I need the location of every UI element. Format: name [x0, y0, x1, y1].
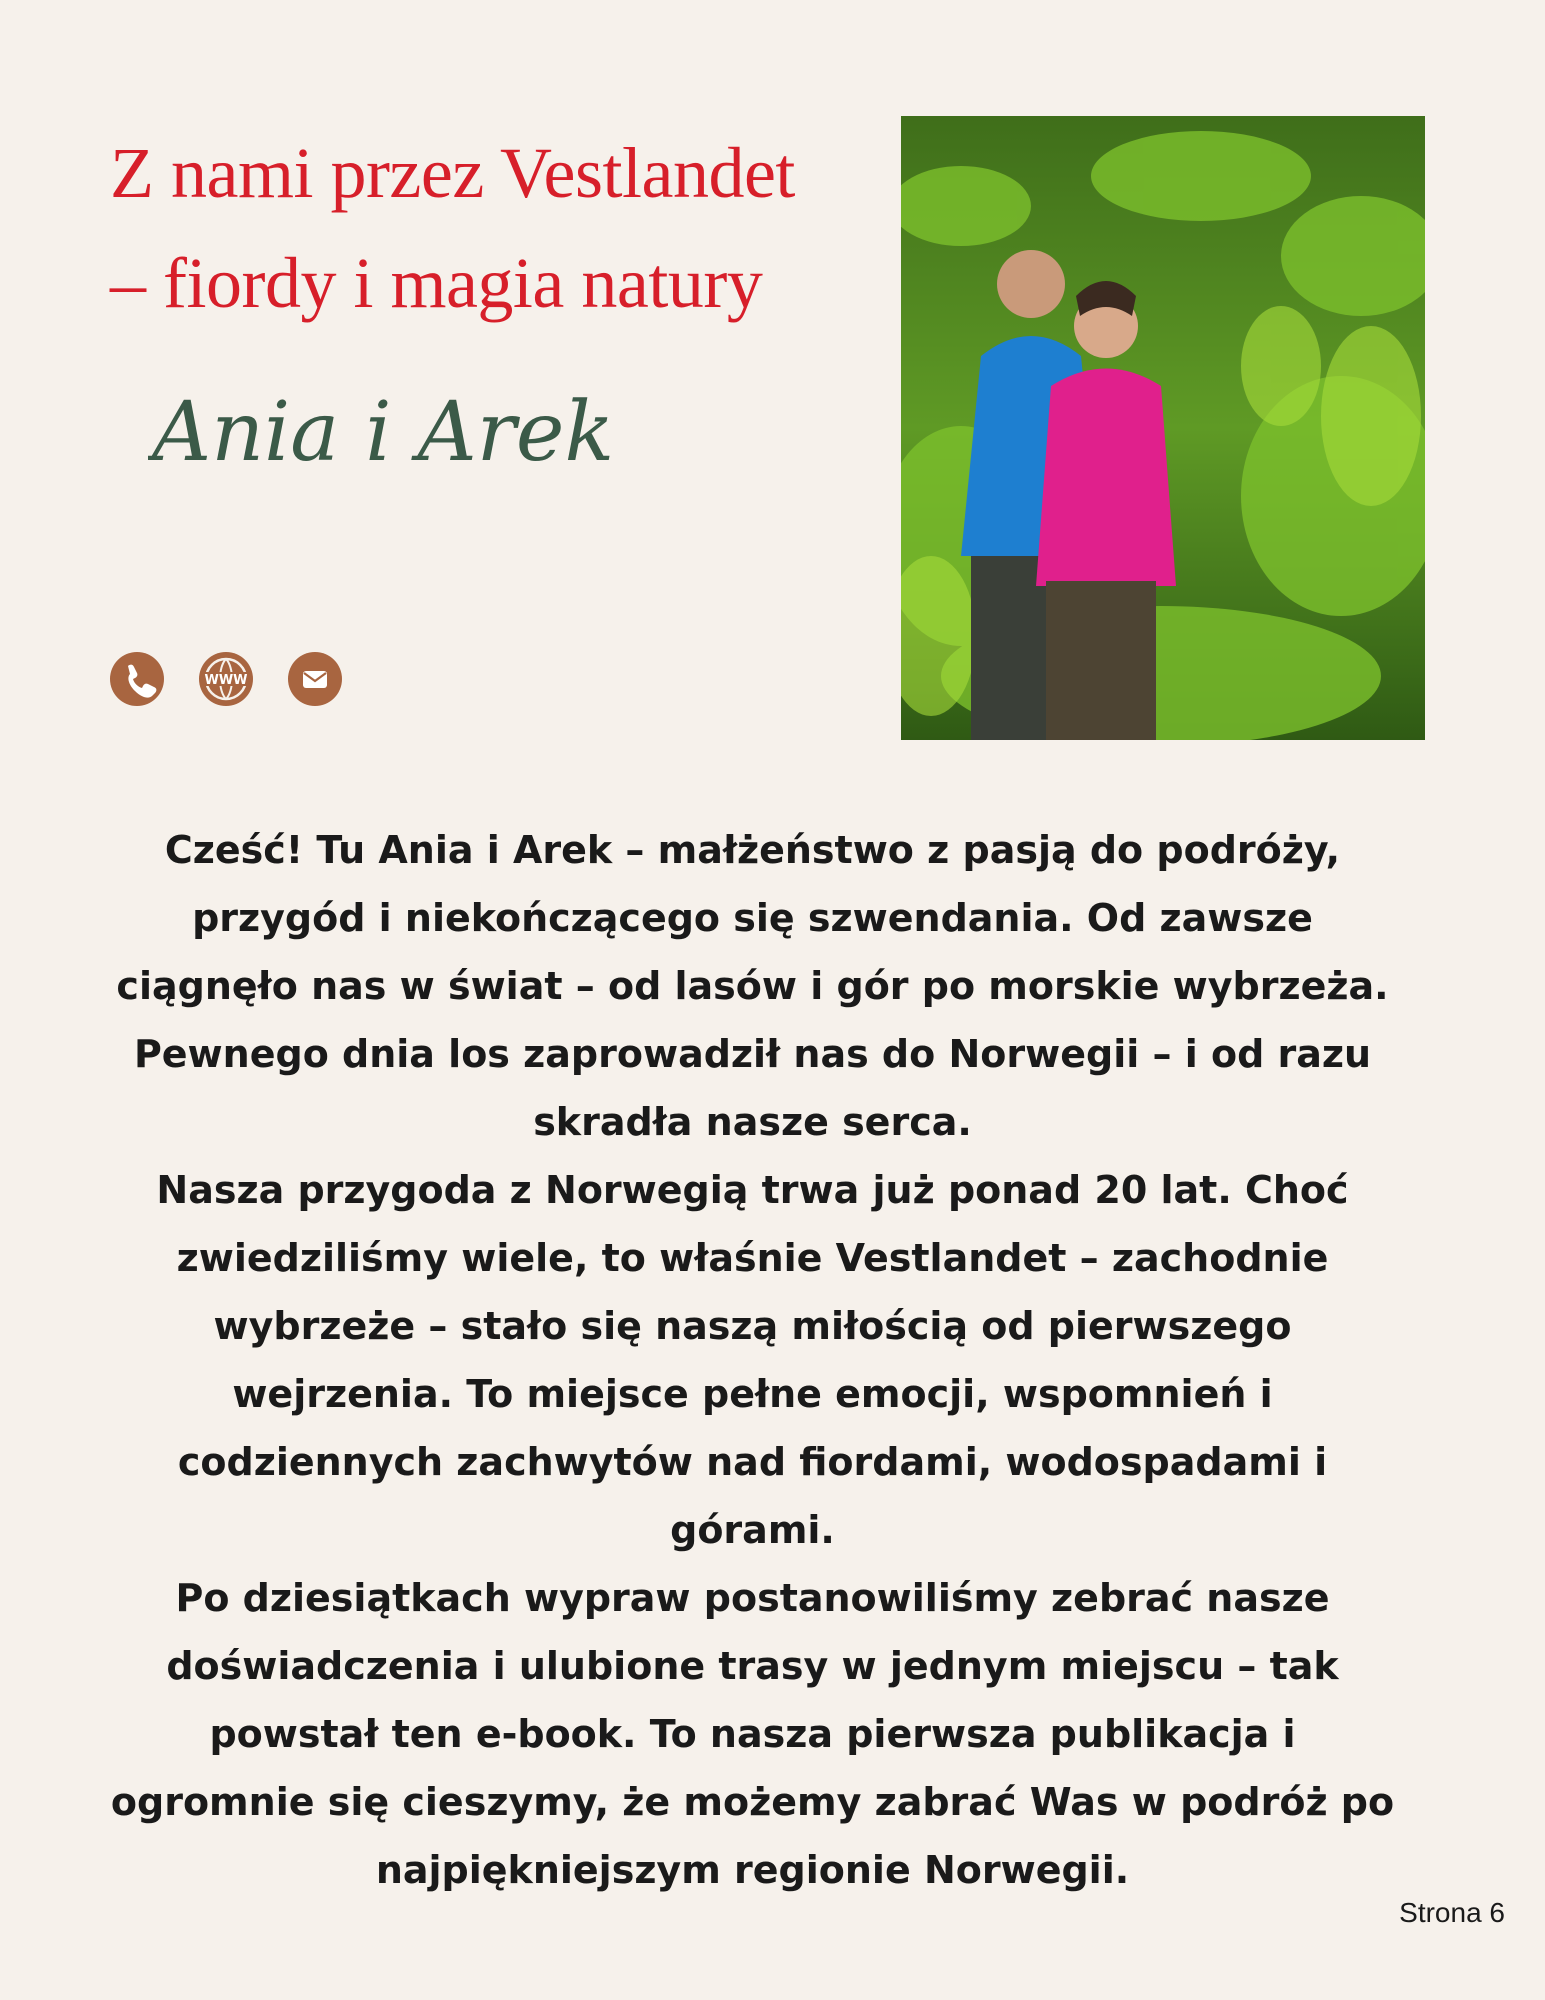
phone-icon[interactable]: [110, 652, 164, 706]
intro-paragraph-3: Po dziesiątkach wypraw postanowiliśmy zebrać nasze doświadczenia i ulubione trasy w jednym miejscu – tak powstał ten e-book. To nasza pierwsza publikacja i ogromnie się cieszymy, że możemy zabrać Was w podróż po najpiękniejszym regionie Norwegii.: [110, 1576, 1395, 1892]
www-label: WWW: [204, 673, 248, 688]
mail-icon[interactable]: [288, 652, 342, 706]
intro-paragraph-2: Nasza przygoda z Norwegią trwa już ponad 20 lat. Choć zwiedziliśmy wiele, to właśnie Vestlandet – zachodnie wybrzeże – stało się naszą miłością od pierwszego wejrzenia. To miejsce pełne emocji, wspomnień i codziennych zachwytów nad fiordami, wodospadami i górami.: [156, 1168, 1349, 1552]
couple-photo: [901, 116, 1425, 740]
intro-paragraph-1: Cześć! Tu Ania i Arek – małżeństwo z pasją do podróży, przygód i niekończącego się szwendania. Od zawsze ciągnęło nas w świat – od lasów i gór po morskie wybrzeża. Pewnego dnia los zaprowadził nas do Norwegii – i od razu skradła nasze serca.: [116, 828, 1389, 1144]
signature: [148, 340, 728, 500]
www-icon[interactable]: [199, 652, 253, 706]
contact-icons: [110, 652, 342, 706]
signature-text: Ania i Arek: [152, 385, 615, 480]
page-number: Strona 6: [1399, 1897, 1505, 1928]
title-line-2: – fiordy i magia natury: [110, 243, 763, 323]
intro-text: [110, 816, 1395, 1904]
title-line-1: Z nami przez Vestlandet: [110, 133, 795, 213]
page-title: [110, 118, 870, 338]
